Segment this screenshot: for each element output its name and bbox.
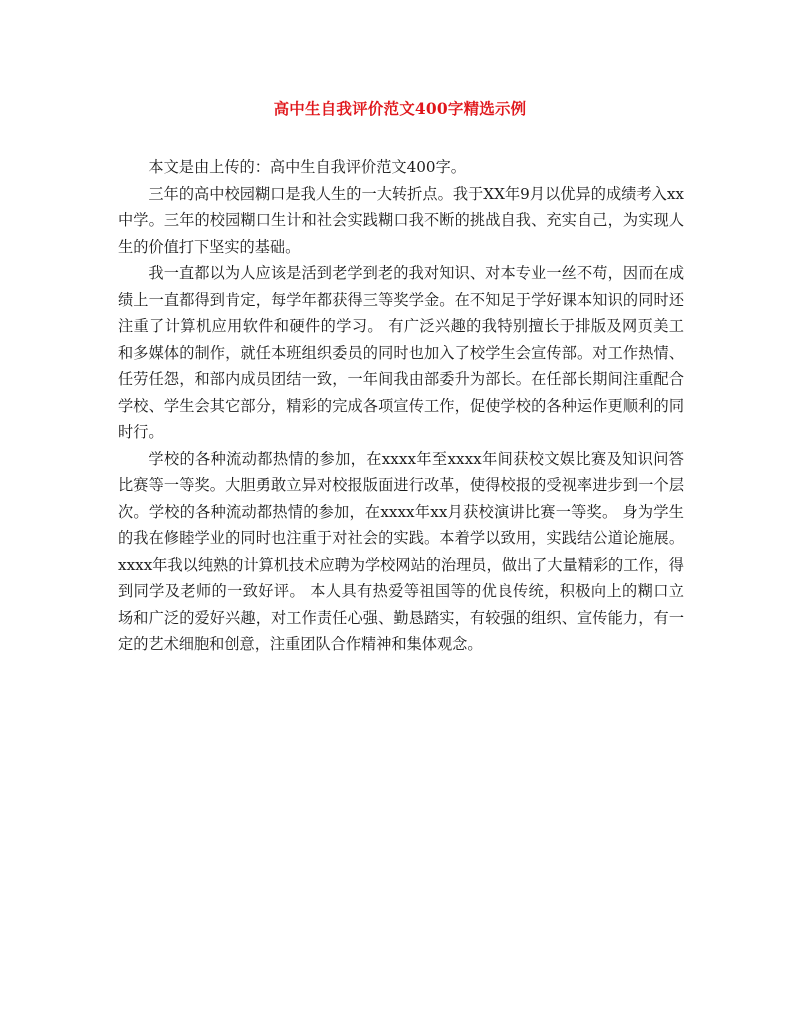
paragraph-study-and-work: 我一直都以为人应该是活到老学到老的我对知识、对本专业一丝不苟，因而在成绩上一直都得到肯定，每学年都获得三等奖学金。在不知足于学好课本知识的同时还注重了计算机应用软件和硬件的学习。 有广泛兴趣的我特别擅长于排版及网页美工和多媒体的制作，就任本班组织委员的同时也加入了校学生会宣传部。对工作热情、任劳任怨，和部内成员团结一致，一年间我由部委升为部长。在任部长期间注重配合学校、学生会其它部分，精彩的完成各项宣传工作，促使学校的各种运作更顺利的同时行。 <box>118 264 684 441</box>
paragraph-high-school-life: 三年的高中校园糊口是我人生的一大转折点。我于XX年9月以优异的成绩考入xx中学。三年的校园糊口生计和社会实践糊口我不断的挑战自我、充实自己，为实现人生的价值打下坚实的基础。 <box>118 184 684 256</box>
document-body <box>118 154 684 658</box>
paragraph-intro: 本文是由上传的：高中生自我评价范文400字。 <box>148 158 466 176</box>
document-title: 高中生自我评价范文400字精选示例 <box>273 99 527 118</box>
paragraph-activities-and-summary: 学校的各种流动都热情的参加，在xxxx年至xxxx年间获校文娱比赛及知识问答比赛等一等奖。大胆勇敢立异对校报版面进行改革，使得校报的受视率进步到一个层次。学校的各种流动都热情的参加，在xxxx年xx月获校演讲比赛一等奖。 身为学生的我在修睦学业的同时也注重于对社会的实践。本着学以致用，实践结公道论施展。xxxx年我以纯熟的计算机技术应聘为学校网站的治理员，做出了大量精彩的工作，得到同学及老师的一致好评。 本人具有热爱等祖国等的优良传统，积极向上的糊口立场和广泛的爱好兴趣，对工作责任心强、勤恳踏实，有较强的组织、宣传能力，有一定的艺术细胞和创意，注重团队合作精神和集体观念。 <box>118 449 684 653</box>
